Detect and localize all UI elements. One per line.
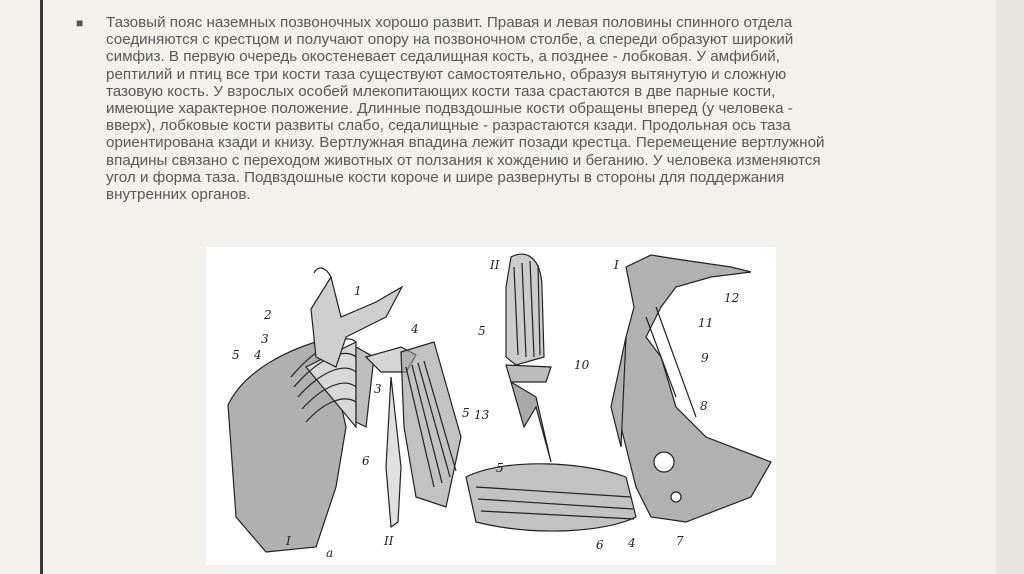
- figure-label: 10: [574, 358, 590, 372]
- left-accent-bar: [40, 0, 43, 574]
- figure-label: 13: [474, 408, 490, 422]
- figure-label: 1: [354, 284, 362, 298]
- figure-label: 12: [724, 291, 740, 305]
- figure-label: 5: [496, 461, 504, 475]
- figure-label: II: [490, 258, 500, 272]
- figure-label: 5: [478, 324, 486, 338]
- figure-label: 2: [264, 308, 272, 322]
- right-margin-band: [996, 0, 1024, 574]
- text-block: [76, 14, 976, 203]
- drawing-middle: [506, 254, 551, 462]
- drawing-a: [228, 268, 461, 552]
- body-paragraph: Тазовый пояс наземных позвоночных хорошо развит. Правая и левая половины спинного отдела соединяются с крестцом и получают опору на позвоночном столбе, а спереди образуют широкий симфиз. В первую очередь окостеневает седалищная кость, а позднее - лобковая. У амфибий, рептилий и птиц все три кости таза существуют самостоятельно, образуя вытянутую и сложную тазовую кость. У взрослых особей млекопитающих кости таза срастаются в две парные кости, имеющие характерное положение. Длинные подвздошные кости обращены вперед (у человека - вверх), лобковые кости развиты слабо, седалищные - разрастаются кзади. Продольная ось таза ориентирована кзади и книзу. Вертлужная впадина лежит позади крестца. Перемещение вертлужной впадины связано с переходом животных от ползания к хождению и беганию. У человека изменяются угол и форма таза. Подвздошные кости короче и шире развернуты в стороны для поддержания внутренних органов.: [106, 14, 825, 204]
- figure-label: 4: [411, 322, 419, 336]
- bullet-square-icon: ■: [76, 16, 84, 30]
- figure-label: 6: [362, 454, 370, 468]
- figure-label: 9: [701, 351, 709, 365]
- figure-label: I: [286, 534, 291, 548]
- figure-label: 3: [374, 382, 382, 396]
- figure-label: 5: [462, 406, 470, 420]
- figure-label: 4: [628, 536, 636, 550]
- pelvis-drawing: [206, 247, 776, 565]
- figure-label: 5: [232, 348, 240, 362]
- figure-label: 6: [596, 538, 604, 552]
- figure-label: 7: [676, 534, 684, 548]
- figure-label: 11: [698, 316, 714, 330]
- figure-label: 4: [254, 348, 262, 362]
- pelvis-illustration: [206, 247, 776, 565]
- figure-label: 8: [700, 399, 708, 413]
- figure-label: a: [326, 546, 334, 560]
- figure-label: I: [614, 258, 619, 272]
- figure-label: 3: [261, 332, 269, 346]
- figure-label: II: [384, 534, 394, 548]
